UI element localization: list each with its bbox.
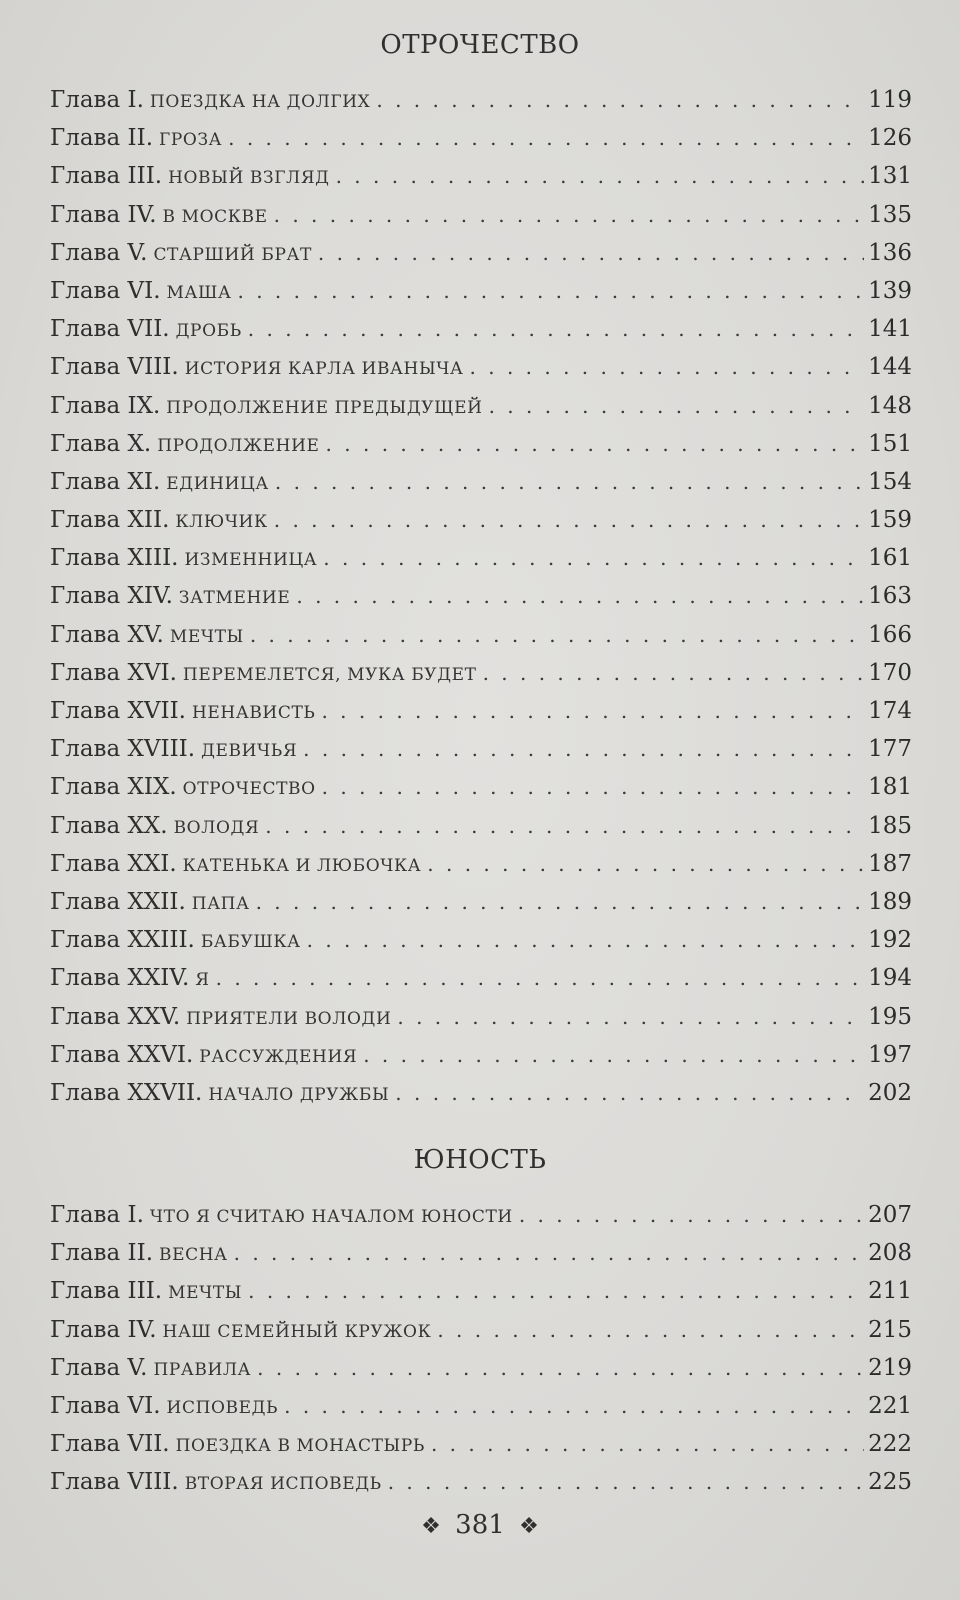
toc-entry-title [50,1311,431,1351]
chapter-page-number: 222 [868,1431,912,1458]
chapter-name: ДРОБЬ [175,321,242,342]
chapter-page-number: 181 [868,774,912,801]
chapter-label: Глава XV. [50,621,164,648]
chapter-page-number: 211 [868,1278,912,1305]
section-title-otrochestvo: ОТРОЧЕСТВО [380,30,580,60]
chapter-name: ВЕСНА [159,1245,228,1266]
chapter-page-number: 174 [868,698,912,724]
chapter-page-number: 221 [868,1392,912,1419]
toc-entry-title [50,1196,513,1236]
toc-entry [50,501,912,539]
chapter-label: Глава XIII. [50,545,179,572]
dot-leader [303,730,864,768]
dot-leader [248,310,864,348]
toc-entry-title [50,959,210,999]
chapter-name: ПЕРЕМЕЛЕТСЯ, МУКА БУДЕТ [182,664,477,685]
toc-entry [50,310,912,348]
toc-entry [50,845,912,883]
chapter-page-number: 144 [868,354,912,381]
toc-entry [50,119,912,157]
chapter-name: ИЗМЕННИЦА [184,550,318,571]
chapter-label: Глава XXIV. [50,965,190,992]
dot-leader [321,692,864,730]
toc-entry [50,234,912,272]
chapter-name: Я [195,970,210,991]
chapter-label: Глава I. [50,87,144,113]
chapter-page-number: 207 [868,1202,912,1228]
toc-entry [50,272,912,310]
toc-entry-title [50,157,330,197]
chapter-label: Глава XI. [50,468,161,495]
dot-leader [296,577,864,615]
toc-entry [50,196,912,234]
dot-leader [388,1463,864,1501]
toc-entry-title [50,1463,382,1503]
toc-entry [50,157,912,195]
page-folio [0,1510,960,1540]
chapter-name: ЧТО Я СЧИТАЮ НАЧАЛОМ ЮНОСТИ [149,1207,513,1227]
chapter-label: Глава XXVI. [50,1041,194,1068]
chapter-name: ПРАВИЛА [153,1359,252,1380]
chapter-label: Глава XX. [50,812,168,839]
ornament-left-icon: ❖ [421,1514,441,1539]
dot-leader [275,463,864,501]
toc-entry-title [50,1074,389,1114]
toc-entry [50,1196,912,1234]
dot-leader [248,1272,864,1310]
toc-entry [50,998,912,1036]
dot-leader [489,387,865,425]
toc-entry [50,921,912,959]
dot-leader [257,1349,864,1387]
chapter-name: РАССУЖДЕНИЯ [199,1046,358,1067]
dot-leader [326,425,865,463]
table-of-contents-otrochestvo [50,81,912,1112]
dot-leader [336,157,865,195]
chapter-label: Глава IX. [50,392,161,419]
toc-entry-title [50,387,483,427]
chapter-name: МЕЧТЫ [169,626,244,647]
chapter-name: СТАРШИЙ БРАТ [153,244,312,265]
chapter-name: ПАПА [191,893,250,914]
dot-leader [234,1234,864,1272]
toc-entry [50,883,912,921]
toc-entry-title [50,1036,357,1076]
chapter-label: Глава XXVII. [50,1079,203,1106]
toc-entry [50,616,912,654]
chapter-label: Глава XXV. [50,1003,181,1030]
toc-entry-title [50,807,259,847]
page-number: 381 [455,1510,505,1540]
dot-leader [427,845,864,883]
toc-entry-title [50,998,391,1038]
toc-entry-title [50,501,268,541]
chapter-name: МЕЧТЫ [168,1283,243,1304]
toc-entry-title [50,272,232,312]
chapter-page-number: 159 [868,507,912,534]
toc-entry [50,692,912,730]
chapter-name: БАБУШКА [200,932,301,953]
chapter-page-number: 131 [868,163,912,190]
toc-entry [50,654,912,692]
section-title-yunost: ЮНОСТЬ [413,1145,547,1175]
dot-leader [256,883,865,921]
chapter-page-number: 192 [868,927,912,954]
chapter-label: Глава VIII. [50,354,179,381]
toc-entry-title [50,539,317,579]
chapter-name: ЕДИНИЦА [166,473,269,494]
chapter-name: НАШ СЕМЕЙНЫЙ КРУЖОК [162,1321,432,1342]
chapter-label: Глава VII. [50,316,170,343]
dot-leader [376,81,864,119]
chapter-label: Глава XII. [50,507,170,534]
toc-entry-title [50,1272,242,1312]
chapter-label: Глава IV. [50,1316,157,1343]
dot-leader [238,272,865,310]
dot-leader [437,1311,864,1349]
chapter-page-number: 185 [868,812,912,839]
dot-leader [395,1074,864,1112]
toc-entry [50,387,912,425]
toc-entry-title [50,196,268,236]
chapter-page-number: 189 [868,888,912,915]
dot-leader [284,1387,864,1425]
chapter-name: ПРОДОЛЖЕНИЕ [157,435,320,456]
chapter-name: ПРИЯТЕЛИ ВОЛОДИ [186,1008,392,1029]
chapter-name: ОТРОЧЕСТВО [182,779,316,800]
toc-entry-title [50,845,421,885]
chapter-name: ДЕВИЧЬЯ [201,741,298,762]
toc-entry [50,1349,912,1387]
chapter-label: Глава VI. [50,1392,161,1419]
toc-entry [50,959,912,997]
chapter-label: Глава XXII. [50,888,186,915]
toc-entry-title [50,463,269,503]
toc-entry-title [50,119,222,159]
chapter-name: ЗАТМЕНИЕ [178,588,291,609]
dot-leader [322,768,864,806]
chapter-label: Глава II. [50,125,154,152]
dot-leader [307,921,864,959]
toc-entry [50,539,912,577]
table-of-contents-yunost [50,1196,912,1502]
chapter-label: Глава XXIII. [50,927,195,954]
chapter-name: ИСПОВЕДЬ [166,1397,279,1418]
chapter-label: Глава VI. [50,277,161,304]
toc-entry-title [50,234,312,274]
chapter-name: КАТЕНЬКА И ЛЮБОЧКА [182,855,422,876]
chapter-page-number: 202 [868,1079,912,1106]
chapter-page-number: 141 [868,316,912,343]
toc-entry-title [50,81,370,121]
dot-leader [265,807,864,845]
dot-leader [274,501,864,539]
toc-entry [50,1036,912,1074]
chapter-page-number: 219 [868,1354,912,1381]
toc-entry [50,807,912,845]
toc-entry [50,348,912,386]
chapter-page-number: 215 [868,1316,912,1343]
chapter-page-number: 161 [868,545,912,572]
toc-entry-title [50,1425,425,1465]
toc-entry [50,425,912,463]
chapter-page-number: 151 [868,430,912,457]
toc-entry-title [50,577,290,617]
chapter-label: Глава XVI. [50,659,177,686]
chapter-label: Глава III. [50,163,163,190]
chapter-name: В МОСКВЕ [162,206,268,227]
dot-leader [274,196,864,234]
chapter-label: Глава III. [50,1278,163,1305]
chapter-name: НОВЫЙ ВЗГЛЯД [168,168,330,189]
toc-entry-title [50,1349,251,1389]
toc-entry [50,81,912,119]
chapter-name: ВТОРАЯ ИСПОВЕДЬ [184,1474,382,1495]
chapter-label: Глава V. [50,239,148,266]
dot-leader [250,616,864,654]
chapter-page-number: 225 [868,1469,912,1496]
chapter-label: Глава I. [50,1202,144,1228]
chapter-label: Глава XVII. [50,698,186,724]
toc-entry-title [50,768,316,808]
dot-leader [216,959,864,997]
toc-entry [50,577,912,615]
chapter-label: Глава VIII. [50,1469,179,1496]
toc-entry [50,1311,912,1349]
toc-entry-title [50,883,250,923]
toc-entry-title [50,730,297,770]
chapter-label: Глава XIX. [50,774,177,801]
chapter-page-number: 126 [868,125,912,152]
chapter-page-number: 194 [868,965,912,992]
ornament-right-icon: ❖ [519,1514,539,1539]
chapter-name: ПРОДОЛЖЕНИЕ ПРЕДЫДУЩЕЙ [166,397,483,418]
toc-entry [50,1387,912,1425]
toc-entry [50,463,912,501]
chapter-name: ГРОЗА [159,130,223,151]
chapter-name: ПОЕЗДКА НА ДОЛГИХ [149,92,371,112]
toc-entry-title [50,348,464,388]
toc-entry-title [50,654,477,694]
chapter-label: Глава XXI. [50,850,177,877]
chapter-page-number: 187 [868,850,912,877]
dot-leader [228,119,864,157]
dot-leader [431,1425,864,1463]
toc-entry-title [50,425,320,465]
dot-leader [519,1196,864,1234]
chapter-label: Глава XIV. [50,583,173,610]
toc-entry [50,730,912,768]
chapter-label: Глава V. [50,1354,148,1381]
dot-leader [323,539,864,577]
chapter-label: Глава IV. [50,201,157,228]
toc-entry [50,1074,912,1112]
chapter-page-number: 197 [868,1041,912,1068]
toc-entry-title [50,1387,278,1427]
chapter-label: Глава XVIII. [50,736,196,763]
dot-leader [397,998,864,1036]
chapter-page-number: 208 [868,1240,912,1267]
chapter-label: Глава II. [50,1240,154,1267]
dot-leader [318,234,864,272]
dot-leader [483,654,865,692]
chapter-page-number: 177 [868,736,912,763]
toc-entry [50,1272,912,1310]
chapter-page-number: 154 [868,468,912,495]
chapter-name: МАША [166,282,232,303]
chapter-page-number: 136 [868,239,912,266]
chapter-name: НАЧАЛО ДРУЖБЫ [208,1084,390,1105]
chapter-name: ИСТОРИЯ КАРЛА ИВАНЫЧА [184,359,464,380]
chapter-page-number: 148 [868,392,912,419]
chapter-page-number: 195 [868,1003,912,1030]
chapter-name: КЛЮЧИК [175,512,268,533]
toc-entry-title [50,921,301,961]
toc-entry [50,768,912,806]
chapter-page-number: 170 [868,659,912,686]
toc-entry-title [50,1234,228,1274]
toc-entry-title [50,616,244,656]
toc-entry [50,1425,912,1463]
chapter-page-number: 119 [868,87,912,113]
chapter-label: Глава X. [50,430,152,457]
chapter-name: НЕНАВИСТЬ [192,703,316,723]
toc-entry [50,1234,912,1272]
chapter-label: Глава VII. [50,1431,170,1458]
toc-entry-title [50,310,242,350]
dot-leader [363,1036,864,1074]
toc-entry [50,1463,912,1501]
toc-entry-title [50,692,315,732]
chapter-page-number: 139 [868,277,912,304]
chapter-name: ВОЛОДЯ [173,817,260,838]
chapter-page-number: 166 [868,621,912,648]
chapter-page-number: 163 [868,583,912,610]
chapter-name: ПОЕЗДКА В МОНАСТЫРЬ [175,1436,425,1457]
dot-leader [470,348,865,386]
chapter-page-number: 135 [868,201,912,228]
